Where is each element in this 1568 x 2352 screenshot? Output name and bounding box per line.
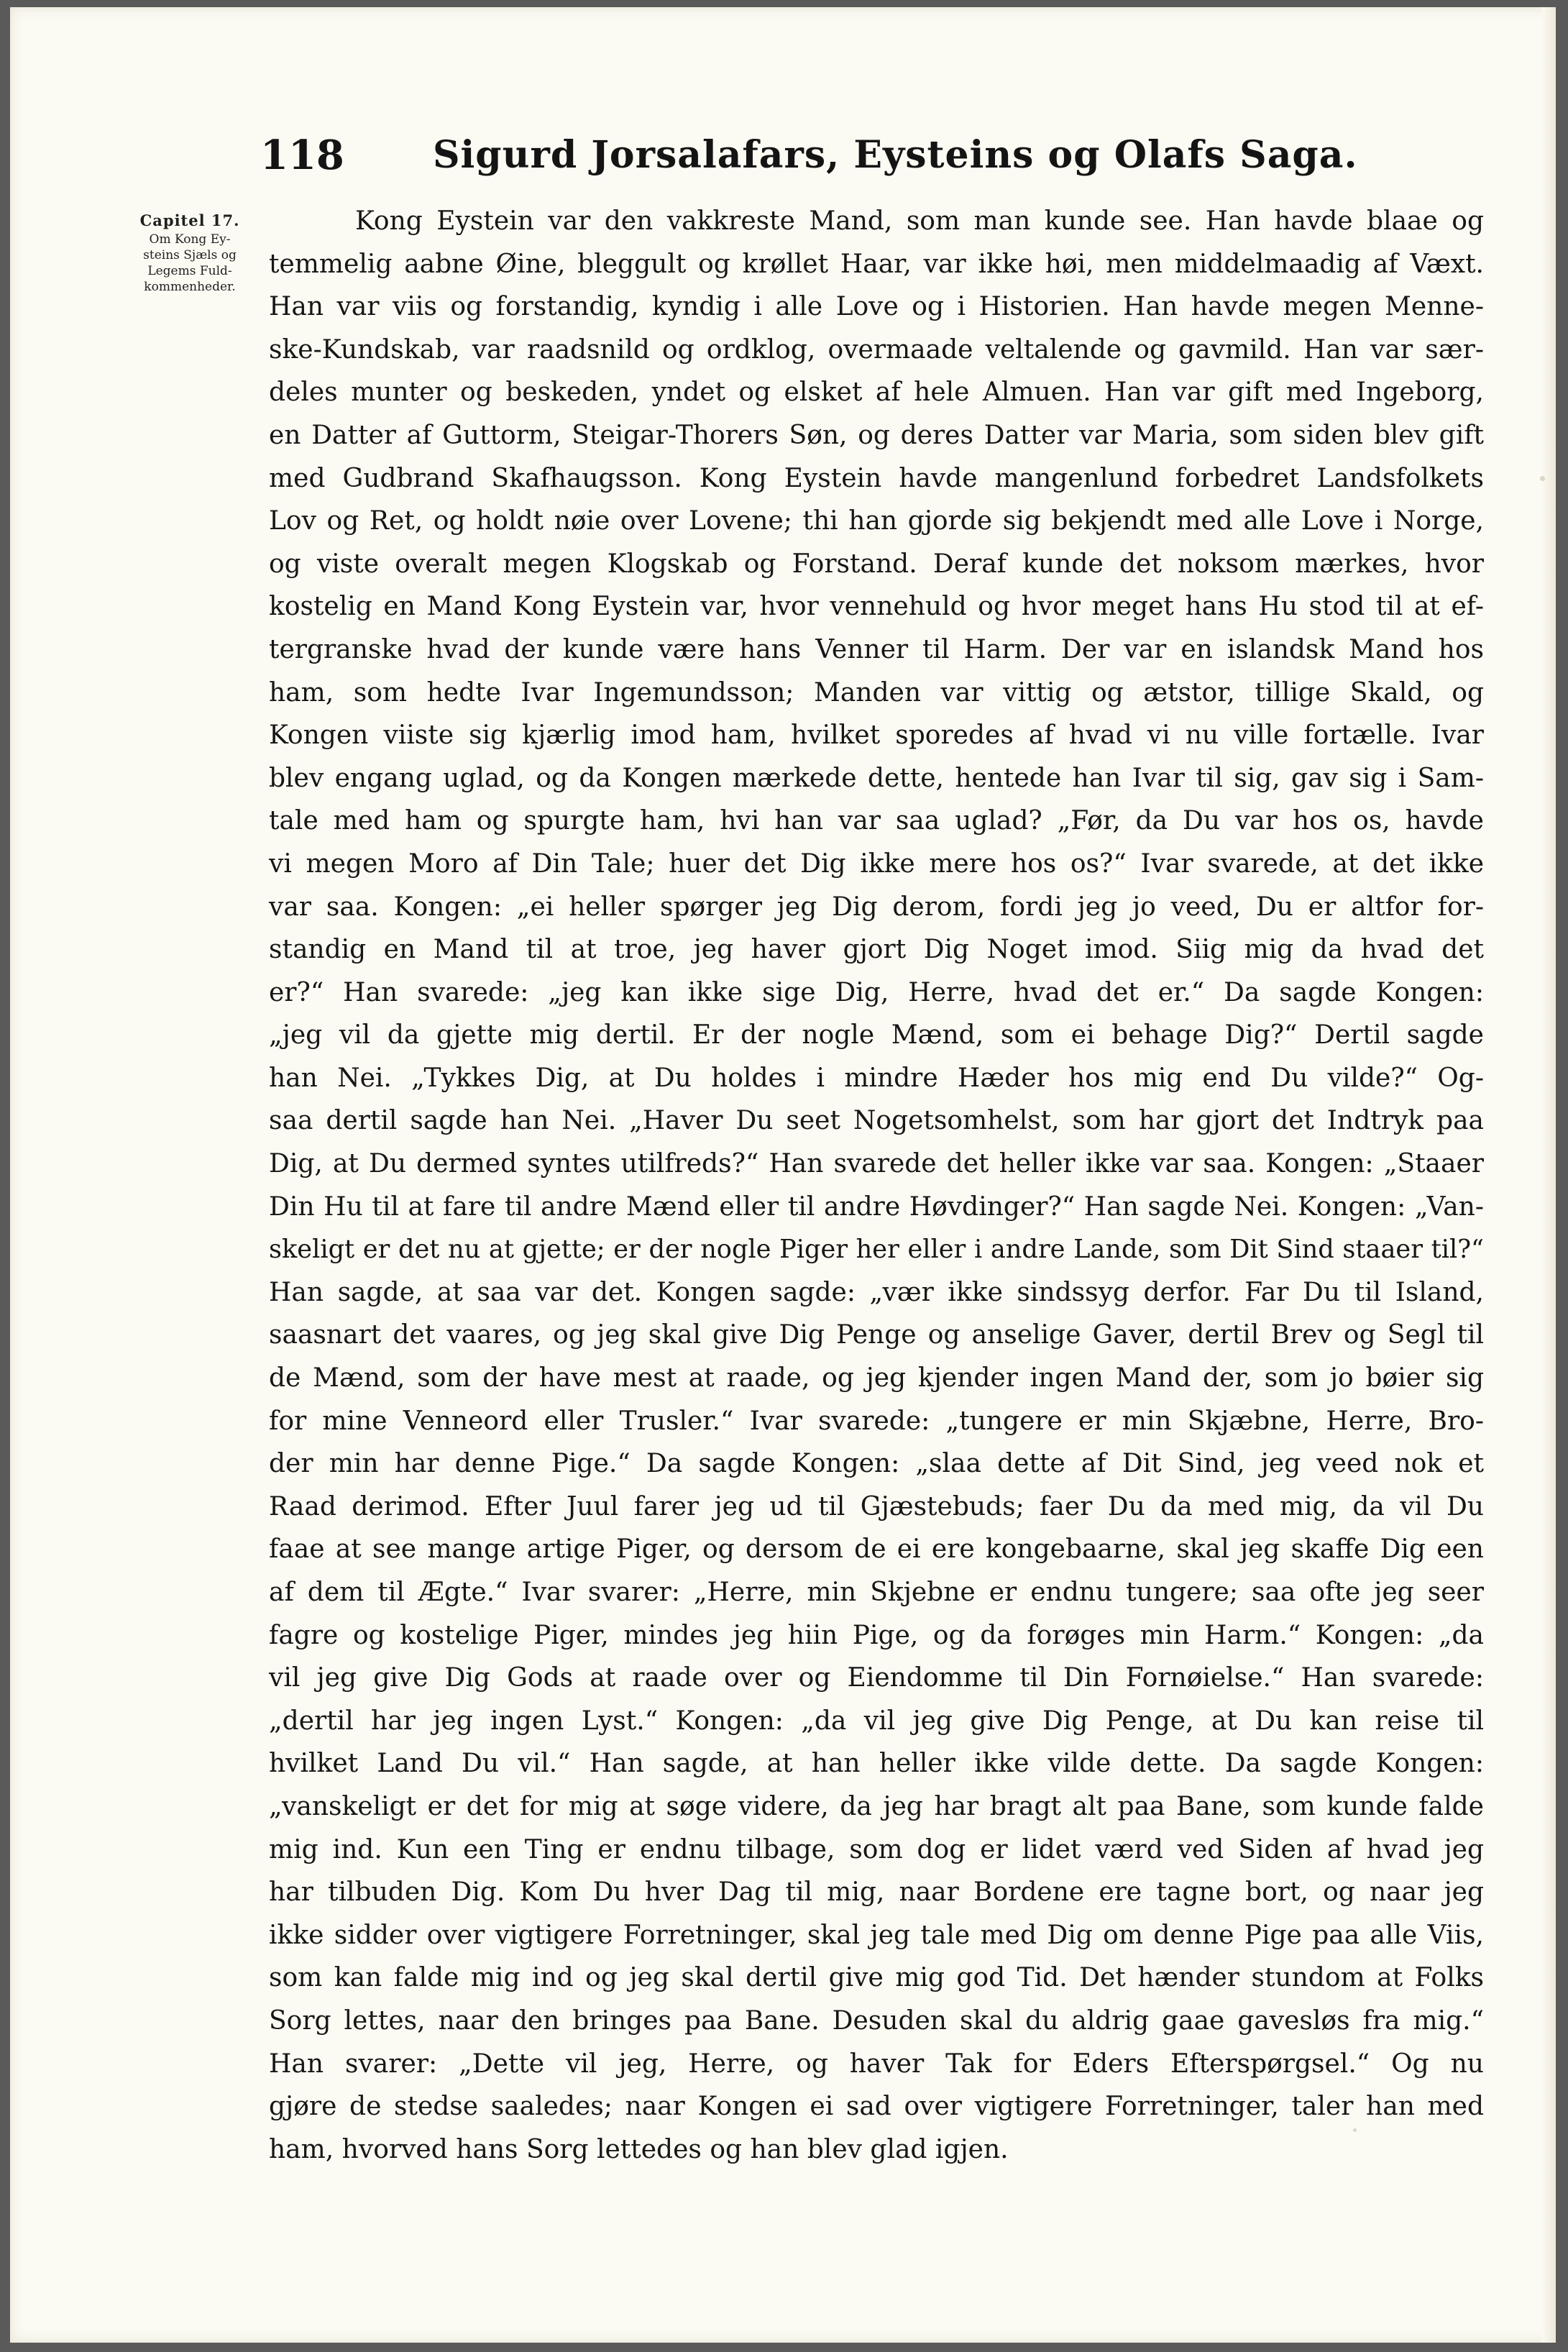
text-line: „jeg vil da gjette mig dertil. Er der nogle Mænd, som ei behage Dig?“ Dertil sagde	[269, 1020, 1484, 1051]
text-line: vil jeg give Dig Gods at raade over og Eiendomme til Din Fornøielse.“ Han svarede:	[269, 1663, 1484, 1693]
text-line: saasnart det vaares, og jeg skal give Dig Penge og anselige Gaver, dertil Brev og Segl til	[269, 1320, 1484, 1350]
text-line: saa dertil sagde han Nei. „Haver Du seet Nogetsomhelst, som har gjort det Indtryk paa	[269, 1106, 1484, 1136]
text-line: standig en Mand til at troe, jeg haver gjort Dig Noget imod. Siig mig da hvad det	[269, 935, 1484, 965]
text-line: de Mænd, som der have mest at raade, og jeg kjender ingen Mand der, som jo bøier sig	[269, 1363, 1484, 1394]
text-line: kostelig en Mand Kong Eystein var, hvor vennehuld og hvor meget hans Hu stod til at ef-	[269, 592, 1484, 622]
text-line: Han sagde, at saa var det. Kongen sagde: „vær ikke sindssyg derfor. Far Du til Island,	[269, 1277, 1484, 1307]
text-line: som kan falde mig ind og jeg skal dertil give mig god Tid. Det hænder stundom at Folks	[269, 1963, 1484, 1993]
body-text	[269, 200, 1484, 2171]
text-line: skeligt er det nu at gjette; er der nogle Piger her eller i andre Lande, som Dit Sind staaer til?“	[269, 1235, 1484, 1265]
margin-note-line: kommenheder.	[144, 280, 236, 294]
text-line: „dertil har jeg ingen Lyst.“ Kongen: „da vil jeg give Dig Penge, at Du kan reise til	[269, 1706, 1484, 1736]
margin-chapter-label: Capitel 17.	[139, 211, 240, 229]
text-line: blev engang uglad, og da Kongen mærkede dette, hentede han Ivar til sig, gav sig i Sam-	[269, 763, 1484, 793]
text-line: ham, hvorved hans Sorg lettedes og han blev glad igjen.	[269, 2134, 1009, 2164]
text-line: Han svarer: „Dette vil jeg, Herre, og haver Tak for Eders Efterspørgsel.“ Og nu	[269, 2049, 1484, 2079]
text-line: Raad derimod. Efter Juul farer jeg ud til Gjæstebuds; faer Du da med mig, da vil Du	[269, 1491, 1484, 1522]
text-line: for mine Venneord eller Trusler.“ Ivar svarede: „tungere er min Skjæbne, Herre, Bro-	[269, 1406, 1484, 1436]
text-line: Dig, at Du dermed syntes utilfreds?“ Han svarede det heller ikke var saa. Kongen: „Staaer	[269, 1149, 1484, 1179]
paper-spot	[1353, 2128, 1357, 2132]
text-line: „vanskeligt er det for mig at søge videre, da jeg har bragt alt paa Bane, som kunde falde	[269, 1791, 1484, 1821]
text-line: tale med ham og spurgte ham, hvi han var saa uglad? „Før, da Du var hos os, havde	[269, 806, 1484, 836]
text-line: Kong Eystein var den vakkreste Mand, som man kunde see. Han havde blaae og	[355, 206, 1484, 236]
text-line: Lov og Ret, og holdt nøie over Lovene; thi han gjorde sig bekjendt med alle Love i Norge,	[269, 506, 1484, 536]
text-line: var saa. Kongen: „ei heller spørger jeg Dig derom, fordi jeg jo veed, Du er altfor for-	[269, 892, 1484, 922]
text-line: en Datter af Guttorm, Steigar-Thorers Søn, og deres Datter var Maria, som siden blev gift	[269, 420, 1484, 450]
text-line: temmelig aabne Øine, bleggult og krøllet Haar, var ikke høi, men middelmaadig af Væxt.	[269, 249, 1484, 279]
page-edge-shading	[1541, 7, 1556, 2343]
text-line: har tilbuden Dig. Kom Du hver Dag til mig, naar Bordene ere tagne bort, og naar jeg	[269, 1877, 1484, 1908]
text-line: Han var viis og forstandig, kyndig i alle Love og i Historien. Han havde megen Menne-	[269, 292, 1484, 322]
text-line: vi megen Moro af Din Tale; huer det Dig ikke mere hos os?“ Ivar svarede, at det ikke	[269, 848, 1484, 879]
text-line: ske-Kundskab, var raadsnild og ordklog, overmaade veltalende og gavmild. Han var sær-	[269, 334, 1484, 365]
running-title: Sigurd Jorsalafars, Eysteins og Olafs Saga.	[433, 133, 1358, 177]
margin-note-line: Om Kong Ey-	[149, 232, 231, 247]
text-line: mig ind. Kun een Ting er endnu tilbage, som dog er lidet værd ved Siden af hvad jeg	[269, 1834, 1484, 1864]
page-header	[260, 128, 1382, 193]
margin-note-line: steins Sjæls og	[143, 248, 237, 262]
text-line: Kongen viiste sig kjærlig imod ham, hvilket sporedes af hvad vi nu ville fortælle. Ivar	[269, 720, 1484, 751]
text-line: ikke sidder over vigtigere Forretninger, skal jeg tale med Dig om denne Pige paa alle Viis,	[269, 1920, 1484, 1950]
text-line: hvilket Land Du vil.“ Han sagde, at han heller ikke vilde dette. Da sagde Kongen:	[269, 1749, 1484, 1779]
text-line: Din Hu til at fare til andre Mænd eller til andre Høvdinger?“ Han sagde Nei. Kongen: „Van-	[269, 1191, 1484, 1222]
text-line: faae at see mange artige Piger, og dersom de ei ere kongebaarne, skal jeg skaffe Dig een	[269, 1534, 1484, 1565]
text-line: er?“ Han svarede: „jeg kan ikke sige Dig, Herre, hvad det er.“ Da sagde Kongen:	[269, 977, 1484, 1007]
text-line: af dem til Ægte.“ Ivar svarer: „Herre, min Skjebne er endnu tungere; saa ofte jeg seer	[269, 1578, 1484, 1607]
margin-note-line: Legems Fuld-	[147, 264, 232, 278]
margin-note	[125, 210, 255, 295]
text-line: Sorg lettes, naar den bringes paa Bane. Desuden skal du aldrig gaae gavesløs fra mig.“	[269, 2005, 1484, 2036]
text-line: fagre og kostelige Piger, mindes jeg hiin Pige, og da forøges min Harm.“ Kongen: „da	[269, 1620, 1484, 1650]
text-line: og viste overalt megen Klogskab og Forstand. Deraf kunde det noksom mærkes, hvor	[269, 549, 1484, 579]
paper-spot	[1540, 476, 1545, 481]
text-line: med Gudbrand Skafhaugsson. Kong Eystein havde mangenlund forbedret Landsfolkets	[269, 463, 1484, 493]
text-line: han Nei. „Tykkes Dig, at Du holdes i mindre Hæder hos mig end Du vilde?“ Og-	[269, 1063, 1484, 1093]
page-number: 118	[260, 132, 344, 179]
book-page	[10, 7, 1556, 2343]
text-line: gjøre de stedse saaledes; naar Kongen ei sad over vigtigere Forretninger, taler han med	[269, 2092, 1484, 2122]
text-line: tergranske hvad der kunde være hans Venner til Harm. Der var en islandsk Mand hos	[269, 634, 1484, 664]
text-line: der min har denne Pige.“ Da sagde Kongen: „slaa dette af Dit Sind, jeg veed nok et	[269, 1449, 1484, 1479]
text-line: ham, som hedte Ivar Ingemundsson; Manden var vittig og ætstor, tillige Skald, og	[269, 677, 1484, 708]
text-line: deles munter og beskeden, yndet og elsket af hele Almuen. Han var gift med Ingeborg,	[269, 377, 1484, 408]
